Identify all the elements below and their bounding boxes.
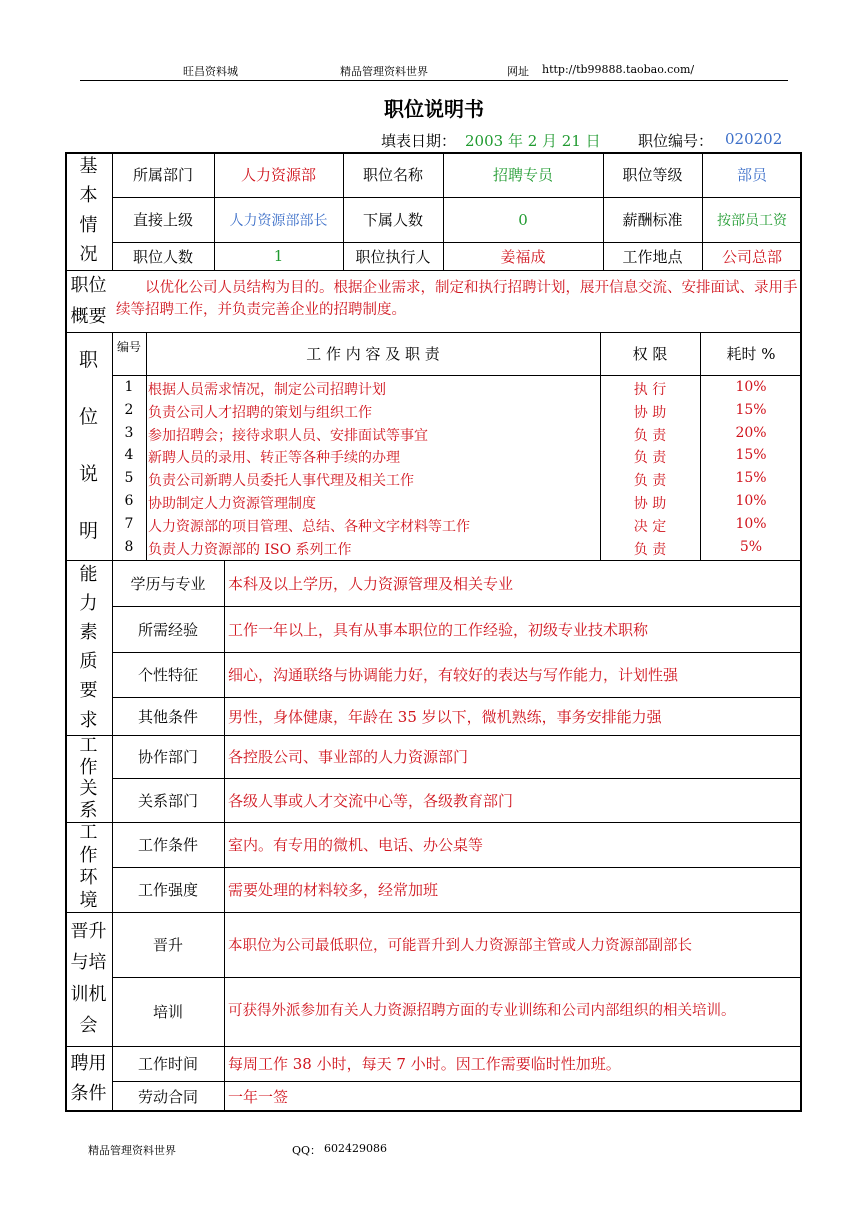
duty-time: 10%	[735, 379, 767, 395]
col-content: 工 作 内 容 及 职 责	[306, 345, 440, 363]
other-value: 男性，身体健康，年龄在 35 岁以下，微机熟练，事务安排能力强	[228, 707, 662, 726]
headcount-label: 职位人数	[132, 247, 193, 266]
location-value: 公司总部	[721, 247, 782, 266]
position-label: 职位名称	[362, 166, 423, 184]
duty-time: 20%	[735, 424, 767, 441]
duty-time: 5%	[739, 538, 763, 555]
subordinates-label: 下属人数	[362, 211, 423, 229]
superior-value: 人力资源部部长	[229, 212, 328, 229]
other-label: 其他条件	[137, 707, 198, 726]
worktime-value: 每周工作 38 小时，每天 7 小时。因工作需要临时性加班。	[228, 1055, 621, 1073]
contract-label: 劳动合同	[137, 1088, 198, 1106]
duty-no: 3	[124, 424, 134, 441]
duty-no: 6	[124, 493, 134, 509]
promotion-label: 晋升	[152, 936, 183, 954]
duty-time: 10%	[735, 493, 767, 509]
duty-no: 4	[124, 447, 134, 464]
duty-text: 参加招聘会；接待求职人员、安排面试等事宜	[148, 427, 428, 444]
duty-time: 15%	[735, 401, 767, 418]
education-value: 本科及以上学历，人力资源管理及相关专业	[228, 574, 514, 593]
superior-label: 直接上级	[132, 211, 193, 229]
page-title: 职位说明书	[384, 97, 484, 121]
level-value: 部员	[736, 166, 767, 184]
duty-text: 协助制定人力资源管理制度	[148, 496, 316, 512]
duty-no: 7	[124, 515, 134, 532]
contract-value: 一年一签	[228, 1088, 289, 1106]
duty-authority: 负 责	[633, 473, 667, 490]
section-promotion: 晋升 与培 训机 会	[70, 920, 107, 1037]
footer-qq: 602429086	[324, 1142, 387, 1155]
dept-label: 所属部门	[132, 166, 193, 184]
duty-no: 1	[124, 379, 134, 395]
header-url[interactable]: http://tb99888.taobao.com/	[542, 63, 695, 76]
duty-authority: 执 行	[633, 382, 667, 398]
section-ability: 能 力 素 质 要 求	[79, 563, 98, 731]
holder-value: 姜福成	[500, 247, 546, 266]
duty-no: 8	[124, 538, 134, 555]
section-relations: 工 作 关 系	[79, 734, 98, 822]
training-value: 可获得外派参加有关人力资源招聘方面的专业训练和公司内部组织的相关培训。	[228, 1002, 736, 1019]
condition-value: 室内。有专用的微机、电话、办公桌等	[228, 836, 484, 854]
holder-label: 职位执行人	[355, 247, 431, 266]
personality-label: 个性特征	[137, 666, 198, 684]
duty-authority: 负 责	[633, 427, 667, 444]
intensity-value: 需要处理的材料较多，经常加班	[228, 881, 439, 899]
duty-authority: 负 责	[633, 541, 667, 558]
experience-value: 工作一年以上，具有从事本职位的工作经验，初级专业技术职称	[228, 620, 649, 639]
dept-value: 人力资源部	[240, 166, 316, 184]
promotion-value: 本职位为公司最低职位，可能晋升到人力资源部主管或人力资源部副部长	[228, 938, 692, 954]
experience-label: 所需经验	[137, 620, 198, 639]
fill-date: 2003 年 2 月 21 日	[465, 132, 601, 150]
duty-no: 5	[124, 470, 134, 487]
job-code-label: 职位编号：	[638, 132, 714, 150]
subordinates-value: 0	[518, 210, 528, 229]
location-label: 工作地点	[622, 247, 683, 266]
section-environment: 工 作 环 境	[79, 822, 98, 911]
col-no: 编号	[116, 340, 141, 354]
duty-authority: 协 助	[633, 404, 667, 421]
footer-left: 精品管理资料世界	[88, 1144, 176, 1157]
position-value: 招聘专员	[492, 166, 553, 184]
duty-text: 人力资源部的项目管理、总结、各种文字材料等工作	[148, 518, 470, 535]
section-hiring: 聘用 条件	[70, 1053, 107, 1105]
duty-time: 10%	[735, 515, 767, 532]
section-basic: 基 本 情 况	[79, 155, 98, 266]
personality-value: 细心，沟通联络与协调能力好，有较好的表达与写作能力，计划性强	[228, 666, 679, 684]
worktime-label: 工作时间	[137, 1055, 198, 1073]
salary-label: 薪酬标准	[622, 211, 683, 229]
fill-date-label: 填表日期：	[381, 132, 457, 150]
duty-text: 根据人员需求情况，制定公司招聘计划	[148, 382, 386, 398]
duty-text: 负责公司新聘人员委托人事代理及相关工作	[148, 473, 414, 490]
section-duties: 职 位 说 明	[78, 349, 98, 543]
condition-label: 工作条件	[137, 836, 198, 854]
salary-value: 按部员工资	[717, 212, 787, 229]
header-divider	[80, 80, 788, 81]
headcount-value: 1	[273, 247, 284, 265]
footer-qq-label: QQ：	[292, 1144, 322, 1157]
section-summary: 职位 概要	[70, 274, 107, 327]
header-site-label: 网址	[507, 65, 529, 78]
duty-time: 15%	[735, 447, 767, 464]
level-label: 职位等级	[622, 166, 683, 184]
duty-authority: 负 责	[633, 450, 667, 467]
col-authority: 权 限	[632, 345, 668, 363]
education-label: 学历与专业	[130, 574, 206, 593]
relation-value: 各级人事或人才交流中心等，各级教育部门	[228, 791, 514, 810]
cooperate-label: 协作部门	[137, 748, 198, 766]
job-code: 020202	[725, 130, 783, 148]
duty-authority: 协 助	[633, 496, 667, 512]
header-left: 旺昌资料城	[183, 65, 238, 78]
intensity-label: 工作强度	[137, 881, 198, 899]
training-label: 培训	[152, 1003, 183, 1021]
duty-time: 15%	[735, 470, 767, 487]
col-time: 耗时 %	[726, 345, 776, 363]
duty-no: 2	[124, 401, 134, 418]
relation-label: 关系部门	[137, 791, 198, 810]
duty-text: 负责公司人才招聘的策划与组织工作	[148, 404, 372, 421]
duty-text: 负责人力资源部的 ISO 系列工作	[148, 541, 352, 558]
summary-text: 以优化公司人员结构为目的。根据企业需求，制定和执行招聘计划，展开信息交流、安排面试、录用手续等招聘工作，并负责完善企业的招聘制度。	[116, 280, 798, 319]
duty-text: 新聘人员的录用、转正等各种手续的办理	[148, 450, 400, 467]
cooperate-value: 各控股公司、事业部的人力资源部门	[228, 748, 469, 766]
header-middle: 精品管理资料世界	[340, 65, 428, 78]
duty-authority: 决 定	[633, 518, 667, 535]
